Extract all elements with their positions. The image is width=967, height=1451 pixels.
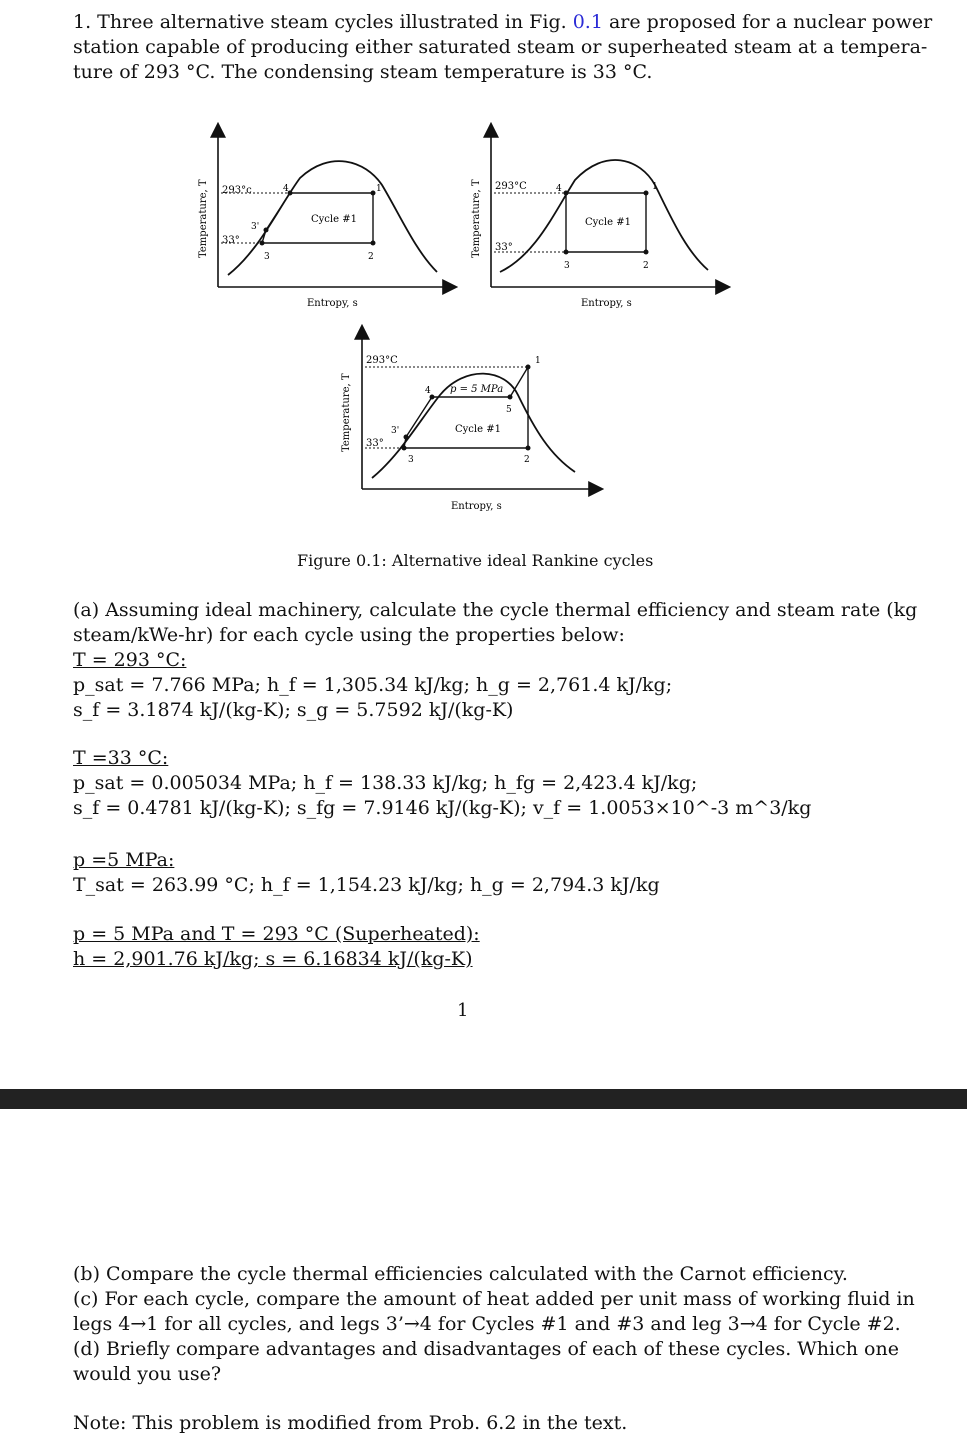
- part-b: (b) Compare the cycle thermal efficiencies calculated with the Carnot efficiency.: [73, 1263, 848, 1285]
- y-axis-label: Temperature, T: [198, 179, 209, 258]
- figure-reference-link[interactable]: 0.1: [572, 11, 603, 33]
- problem-line-1-pre: 1. Three alternative steam cycles illustrated in Fig.: [73, 11, 567, 33]
- t33-heading: T =33 °C:: [73, 747, 169, 769]
- rankine-cycles-figure: [0, 0, 967, 580]
- point-1-label: 1: [652, 182, 658, 192]
- x-axis-label: Entropy, s: [307, 298, 358, 309]
- point-3-label: 3: [408, 455, 414, 465]
- superheated-heading: p = 5 MPa and T = 293 °C (Superheated):: [73, 923, 480, 945]
- problem-line-2: station capable of producing either saturated steam or superheated steam at a tempera-: [73, 36, 928, 58]
- part-d-line-2: would you use?: [73, 1363, 222, 1385]
- cycle-label: Cycle #1: [311, 214, 357, 225]
- problem-line-1-post: are proposed for a nuclear power: [608, 11, 933, 33]
- point-3-prime-label: 3': [251, 222, 260, 232]
- point-4-label: 4: [283, 184, 289, 194]
- note: Note: This problem is modified from Prob. 6.2 in the text.: [73, 1412, 628, 1434]
- part-d-line-1: (d) Briefly compare advantages and disadvantages of each of these cycles. Which one: [73, 1338, 899, 1360]
- t-low-label: 33°: [495, 242, 513, 253]
- t-high-label: 293°C: [366, 355, 398, 366]
- t293-line-1: p_sat = 7.766 MPa; h_f = 1,305.34 kJ/kg; h_g = 2,761.4 kJ/kg;: [73, 674, 673, 696]
- point-1-label: 1: [535, 356, 541, 366]
- t-high-label: 293°C: [495, 181, 527, 192]
- problem-line-3: ture of 293 °C. The condensing steam temperature is 33 °C.: [73, 61, 653, 83]
- cycle-label: Cycle #1: [455, 424, 501, 435]
- superheated-line: h = 2,901.76 kJ/kg; s = 6.16834 kJ/(kg-K): [73, 948, 473, 970]
- point-4-label: 4: [556, 184, 562, 194]
- point-3-label: 3: [564, 261, 570, 271]
- point-3-label: 3: [264, 252, 270, 262]
- part-c-line-2: legs 4→1 for all cycles, and legs 3’→4 for Cycles #1 and #3 and leg 3→4 for Cycle #2.: [73, 1313, 901, 1335]
- point-3-prime-label: 3': [391, 426, 400, 436]
- figure-caption: Figure 0.1: Alternative ideal Rankine cycles: [297, 551, 654, 570]
- page-divider: [0, 1089, 967, 1109]
- page-number: 1: [457, 1000, 469, 1021]
- part-a-line-2: steam/kWe-hr) for each cycle using the properties below:: [73, 624, 625, 646]
- p5-line: T_sat = 263.99 °C; h_f = 1,154.23 kJ/kg; h_g = 2,794.3 kJ/kg: [73, 874, 660, 896]
- point-4-label: 4: [425, 386, 431, 396]
- part-a-line-1: (a) Assuming ideal machinery, calculate the cycle thermal efficiency and steam rate (kg: [73, 599, 918, 621]
- part-c-line-1: (c) For each cycle, compare the amount of heat added per unit mass of working fluid in: [73, 1288, 915, 1310]
- x-axis-label: Entropy, s: [451, 501, 502, 512]
- t33-line-1: p_sat = 0.005034 MPa; h_f = 138.33 kJ/kg; h_fg = 2,423.4 kJ/kg;: [73, 772, 698, 794]
- t293-heading: T = 293 °C:: [73, 649, 187, 671]
- y-axis-label: Temperature, T: [341, 373, 352, 452]
- point-2-label: 2: [643, 261, 649, 271]
- t-low-label: 33°: [366, 438, 384, 449]
- point-5-label: 5: [506, 405, 512, 415]
- y-axis-label: Temperature, T: [471, 179, 482, 258]
- t293-line-2: s_f = 3.1874 kJ/(kg-K); s_g = 5.7592 kJ/(kg-K): [73, 699, 514, 721]
- t33-line-2: s_f = 0.4781 kJ/(kg-K); s_fg = 7.9146 kJ/(kg-K); v_f = 1.0053×10^-3 m^3/kg: [73, 797, 812, 819]
- diagram-cycle-no-preheat: [471, 125, 728, 309]
- x-axis-label: Entropy, s: [581, 298, 632, 309]
- diagram-cycle-superheated: [341, 327, 601, 512]
- point-2-label: 2: [524, 455, 530, 465]
- point-2-label: 2: [368, 252, 374, 262]
- t-high-label: 293°c: [222, 185, 252, 196]
- cycle-label: Cycle #1: [585, 217, 631, 228]
- diagram-cycle-saturated: [198, 125, 455, 309]
- p5-heading: p =5 MPa:: [73, 849, 175, 871]
- point-1-label: 1: [376, 184, 382, 194]
- t-low-label: 33°: [222, 235, 240, 246]
- pressure-label: p = 5 MPa: [450, 384, 504, 395]
